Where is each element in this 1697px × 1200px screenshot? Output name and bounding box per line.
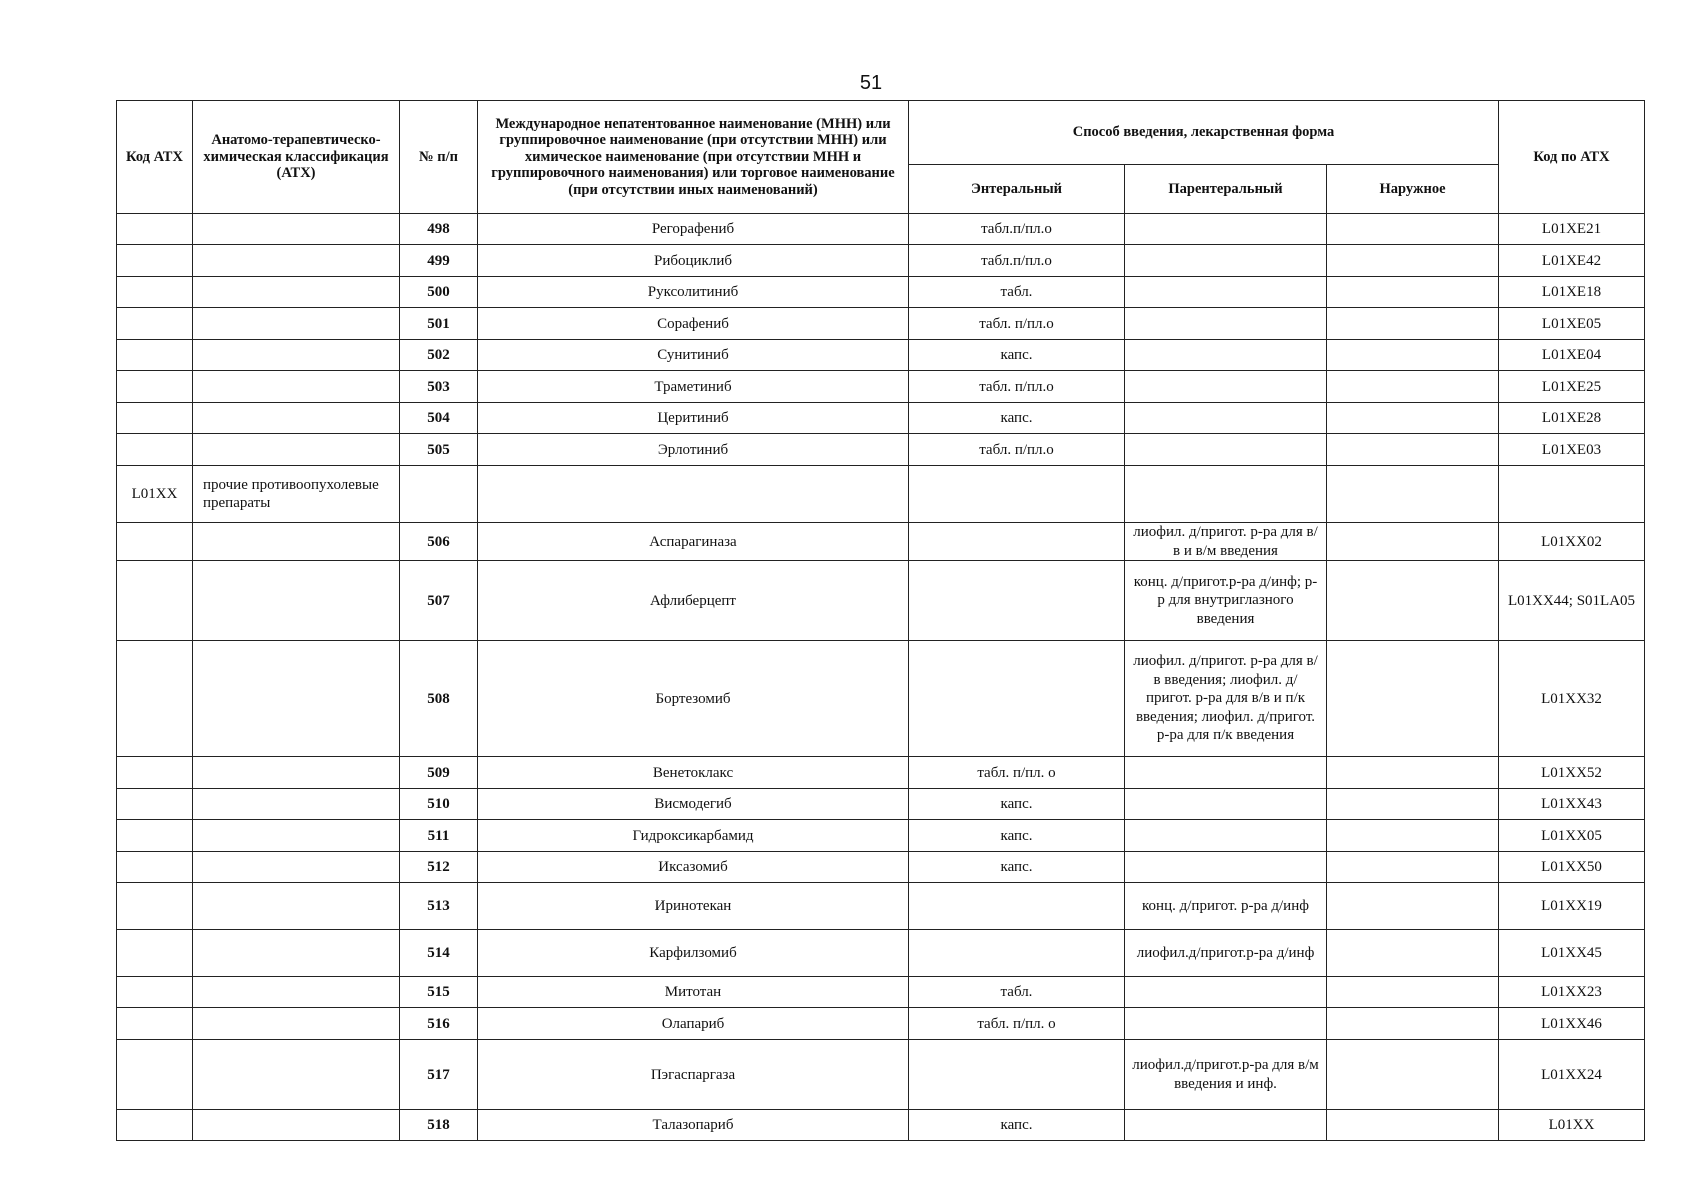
cell-code — [117, 1110, 193, 1141]
cell-number: 499 — [400, 245, 478, 277]
table-row — [117, 1110, 1645, 1141]
table-row — [117, 757, 1645, 789]
header-route-group: Способ введения, лекарственная форма — [909, 101, 1499, 165]
page-number: 51 — [859, 72, 883, 94]
cell-classification — [193, 561, 400, 641]
cell-external — [1327, 641, 1499, 757]
cell-atx-code: L01XE21 — [1499, 214, 1645, 245]
cell-number: 516 — [400, 1008, 478, 1040]
cell-external — [1327, 308, 1499, 340]
cell-number: 514 — [400, 930, 478, 977]
cell-name: Сунитиниб — [478, 340, 909, 371]
cell-enteral: табл. п/пл.о — [909, 308, 1125, 340]
cell-name: Аспарагиназа — [478, 523, 909, 561]
cell-classification — [193, 308, 400, 340]
cell-name: Бортезомиб — [478, 641, 909, 757]
cell-name: Траметиниб — [478, 371, 909, 403]
cell-parenteral — [1125, 214, 1327, 245]
cell-number: 513 — [400, 883, 478, 930]
cell-name: Митотан — [478, 977, 909, 1008]
cell-code: L01XX — [117, 466, 193, 523]
cell-external — [1327, 1008, 1499, 1040]
cell-classification — [193, 371, 400, 403]
cell-classification — [193, 245, 400, 277]
table-row — [117, 1008, 1645, 1040]
cell-number: 501 — [400, 308, 478, 340]
cell-name: Иринотекан — [478, 883, 909, 930]
header-atx-code: Код по АТХ — [1499, 101, 1645, 214]
header-enteral: Энтеральный — [909, 165, 1125, 214]
cell-enteral: табл. — [909, 977, 1125, 1008]
cell-parenteral — [1125, 403, 1327, 434]
cell-classification — [193, 1110, 400, 1141]
cell-enteral — [909, 883, 1125, 930]
cell-code — [117, 214, 193, 245]
table-row — [117, 340, 1645, 371]
cell-number: 506 — [400, 523, 478, 561]
cell-external — [1327, 466, 1499, 523]
cell-name: Талазопариб — [478, 1110, 909, 1141]
cell-classification — [193, 434, 400, 466]
cell-classification — [193, 977, 400, 1008]
cell-classification — [193, 820, 400, 852]
cell-parenteral: лиофил.д/пригот.р-ра д/инф — [1125, 930, 1327, 977]
cell-name: Карфилзомиб — [478, 930, 909, 977]
cell-atx-code: L01XE05 — [1499, 308, 1645, 340]
cell-code — [117, 757, 193, 789]
cell-classification — [193, 214, 400, 245]
cell-parenteral — [1125, 371, 1327, 403]
cell-atx-code: L01XX32 — [1499, 641, 1645, 757]
cell-atx-code: L01XX50 — [1499, 852, 1645, 883]
header-name: Международное непатентованное наименование (МНН) или группировочное наименование (при отсутствии МНН) или химическое наименование (при отсутствии МНН и группировочного наименования) или торговое наименование (при отсутствии иных наименований) — [478, 101, 909, 214]
cell-external — [1327, 245, 1499, 277]
cell-code — [117, 523, 193, 561]
cell-enteral: капс. — [909, 820, 1125, 852]
table-row — [117, 277, 1645, 308]
cell-external — [1327, 371, 1499, 403]
cell-atx-code: L01XX43 — [1499, 789, 1645, 820]
cell-classification — [193, 930, 400, 977]
cell-code — [117, 883, 193, 930]
table-row — [117, 434, 1645, 466]
cell-enteral — [909, 930, 1125, 977]
table-header — [117, 101, 1645, 214]
cell-number: 511 — [400, 820, 478, 852]
cell-enteral: капс. — [909, 340, 1125, 371]
cell-number: 509 — [400, 757, 478, 789]
cell-classification — [193, 852, 400, 883]
cell-parenteral — [1125, 245, 1327, 277]
cell-classification — [193, 883, 400, 930]
cell-code — [117, 852, 193, 883]
cell-code — [117, 930, 193, 977]
cell-external — [1327, 434, 1499, 466]
cell-atx-code: L01XX — [1499, 1110, 1645, 1141]
cell-classification — [193, 523, 400, 561]
cell-external — [1327, 340, 1499, 371]
cell-name — [478, 466, 909, 523]
cell-atx-code: L01XE18 — [1499, 277, 1645, 308]
table-row — [117, 930, 1645, 977]
cell-enteral: табл. п/пл. о — [909, 1008, 1125, 1040]
cell-number: 507 — [400, 561, 478, 641]
cell-atx-code: L01XE25 — [1499, 371, 1645, 403]
table-row — [117, 214, 1645, 245]
cell-name: Венетоклакс — [478, 757, 909, 789]
cell-number: 515 — [400, 977, 478, 1008]
cell-name: Афлиберцепт — [478, 561, 909, 641]
cell-number: 508 — [400, 641, 478, 757]
cell-enteral — [909, 1040, 1125, 1110]
cell-classification — [193, 403, 400, 434]
cell-parenteral: конц. д/пригот. р-ра д/инф — [1125, 883, 1327, 930]
cell-enteral — [909, 523, 1125, 561]
cell-external — [1327, 403, 1499, 434]
cell-name: Сорафениб — [478, 308, 909, 340]
cell-external — [1327, 930, 1499, 977]
cell-external — [1327, 277, 1499, 308]
cell-parenteral: лиофил.д/пригот.р-ра для в/м введения и инф. — [1125, 1040, 1327, 1110]
table-row — [117, 1040, 1645, 1110]
cell-atx-code: L01XX23 — [1499, 977, 1645, 1008]
cell-atx-code: L01XE03 — [1499, 434, 1645, 466]
table-row — [117, 820, 1645, 852]
cell-enteral: табл. — [909, 277, 1125, 308]
cell-external — [1327, 561, 1499, 641]
cell-code — [117, 371, 193, 403]
cell-enteral: табл. п/пл.о — [909, 434, 1125, 466]
cell-number — [400, 466, 478, 523]
cell-name: Руксолитиниб — [478, 277, 909, 308]
cell-enteral: капс. — [909, 1110, 1125, 1141]
cell-name: Олапариб — [478, 1008, 909, 1040]
cell-code — [117, 1008, 193, 1040]
cell-code — [117, 641, 193, 757]
cell-classification — [193, 641, 400, 757]
cell-enteral: капс. — [909, 852, 1125, 883]
cell-atx-code: L01XE04 — [1499, 340, 1645, 371]
cell-parenteral — [1125, 340, 1327, 371]
cell-atx-code: L01XE28 — [1499, 403, 1645, 434]
cell-code — [117, 1040, 193, 1110]
cell-enteral: табл. п/пл. о — [909, 757, 1125, 789]
table-row — [117, 561, 1645, 641]
cell-name: Церитиниб — [478, 403, 909, 434]
cell-name: Регорафениб — [478, 214, 909, 245]
table-row — [117, 852, 1645, 883]
cell-code — [117, 308, 193, 340]
cell-classification — [193, 277, 400, 308]
cell-atx-code: L01XX02 — [1499, 523, 1645, 561]
table-row — [117, 466, 1645, 523]
cell-external — [1327, 214, 1499, 245]
cell-number: 504 — [400, 403, 478, 434]
cell-enteral: капс. — [909, 403, 1125, 434]
cell-atx-code: L01XX46 — [1499, 1008, 1645, 1040]
cell-number: 505 — [400, 434, 478, 466]
table-row — [117, 371, 1645, 403]
cell-atx-code: L01XX05 — [1499, 820, 1645, 852]
cell-number: 500 — [400, 277, 478, 308]
cell-number: 503 — [400, 371, 478, 403]
drug-classification-table — [116, 100, 1645, 1141]
table-row — [117, 245, 1645, 277]
header-code: Код АТХ — [117, 101, 193, 214]
cell-classification — [193, 789, 400, 820]
cell-enteral — [909, 561, 1125, 641]
cell-number: 510 — [400, 789, 478, 820]
cell-external — [1327, 757, 1499, 789]
cell-code — [117, 434, 193, 466]
cell-enteral — [909, 641, 1125, 757]
cell-classification — [193, 1040, 400, 1110]
cell-number: 517 — [400, 1040, 478, 1110]
cell-external — [1327, 883, 1499, 930]
cell-atx-code: L01XX24 — [1499, 1040, 1645, 1110]
cell-parenteral — [1125, 1008, 1327, 1040]
cell-enteral: табл.п/пл.о — [909, 245, 1125, 277]
cell-parenteral — [1125, 820, 1327, 852]
cell-atx-code: L01XX19 — [1499, 883, 1645, 930]
cell-name: Рибоциклиб — [478, 245, 909, 277]
cell-parenteral — [1125, 308, 1327, 340]
cell-external — [1327, 789, 1499, 820]
cell-code — [117, 245, 193, 277]
cell-name: Пэгаспаргаза — [478, 1040, 909, 1110]
table-row — [117, 403, 1645, 434]
cell-external — [1327, 977, 1499, 1008]
cell-code — [117, 561, 193, 641]
table-body — [117, 214, 1645, 1141]
cell-code — [117, 403, 193, 434]
table-row — [117, 308, 1645, 340]
cell-external — [1327, 852, 1499, 883]
cell-parenteral — [1125, 277, 1327, 308]
cell-parenteral — [1125, 757, 1327, 789]
cell-enteral: табл. п/пл.о — [909, 371, 1125, 403]
table-row — [117, 977, 1645, 1008]
cell-name: Гидроксикарбамид — [478, 820, 909, 852]
cell-code — [117, 277, 193, 308]
cell-parenteral — [1125, 977, 1327, 1008]
table-row — [117, 641, 1645, 757]
cell-number: 512 — [400, 852, 478, 883]
cell-enteral — [909, 466, 1125, 523]
cell-number: 498 — [400, 214, 478, 245]
cell-name: Эрлотиниб — [478, 434, 909, 466]
cell-external — [1327, 1040, 1499, 1110]
header-external: Наружное — [1327, 165, 1499, 214]
table-row — [117, 789, 1645, 820]
cell-code — [117, 340, 193, 371]
table-row — [117, 883, 1645, 930]
header-parenteral: Парентеральный — [1125, 165, 1327, 214]
cell-atx-code: L01XE42 — [1499, 245, 1645, 277]
cell-classification — [193, 1008, 400, 1040]
cell-atx-code: L01XX52 — [1499, 757, 1645, 789]
cell-parenteral — [1125, 466, 1327, 523]
cell-code — [117, 977, 193, 1008]
cell-parenteral — [1125, 1110, 1327, 1141]
cell-number: 502 — [400, 340, 478, 371]
cell-parenteral: лиофил. д/пригот. р-ра для в/в введения; лиофил. д/пригот. р-ра для в/в и п/к введения; лиофил. д/пригот. р-ра для п/к введения — [1125, 641, 1327, 757]
cell-classification: прочие противоопухолевые препараты — [193, 466, 400, 523]
cell-enteral: капс. — [909, 789, 1125, 820]
cell-enteral: табл.п/пл.о — [909, 214, 1125, 245]
cell-external — [1327, 1110, 1499, 1141]
header-number: № п/п — [400, 101, 478, 214]
cell-atx-code — [1499, 466, 1645, 523]
cell-external — [1327, 523, 1499, 561]
cell-code — [117, 820, 193, 852]
cell-classification — [193, 340, 400, 371]
cell-name: Иксазомиб — [478, 852, 909, 883]
header-classification: Анатомо-терапевтическо-химическая классификация (АТХ) — [193, 101, 400, 214]
cell-parenteral — [1125, 434, 1327, 466]
cell-atx-code: L01XX44; S01LA05 — [1499, 561, 1645, 641]
cell-name: Висмодегиб — [478, 789, 909, 820]
table-row — [117, 523, 1645, 561]
cell-parenteral: конц. д/пригот.р-ра д/инф; р-р для внутриглазного введения — [1125, 561, 1327, 641]
cell-code — [117, 789, 193, 820]
cell-atx-code: L01XX45 — [1499, 930, 1645, 977]
cell-external — [1327, 820, 1499, 852]
cell-parenteral — [1125, 852, 1327, 883]
cell-parenteral — [1125, 789, 1327, 820]
cell-classification — [193, 757, 400, 789]
cell-parenteral: лиофил. д/пригот. р-ра для в/в и в/м введения — [1125, 523, 1327, 561]
cell-number: 518 — [400, 1110, 478, 1141]
